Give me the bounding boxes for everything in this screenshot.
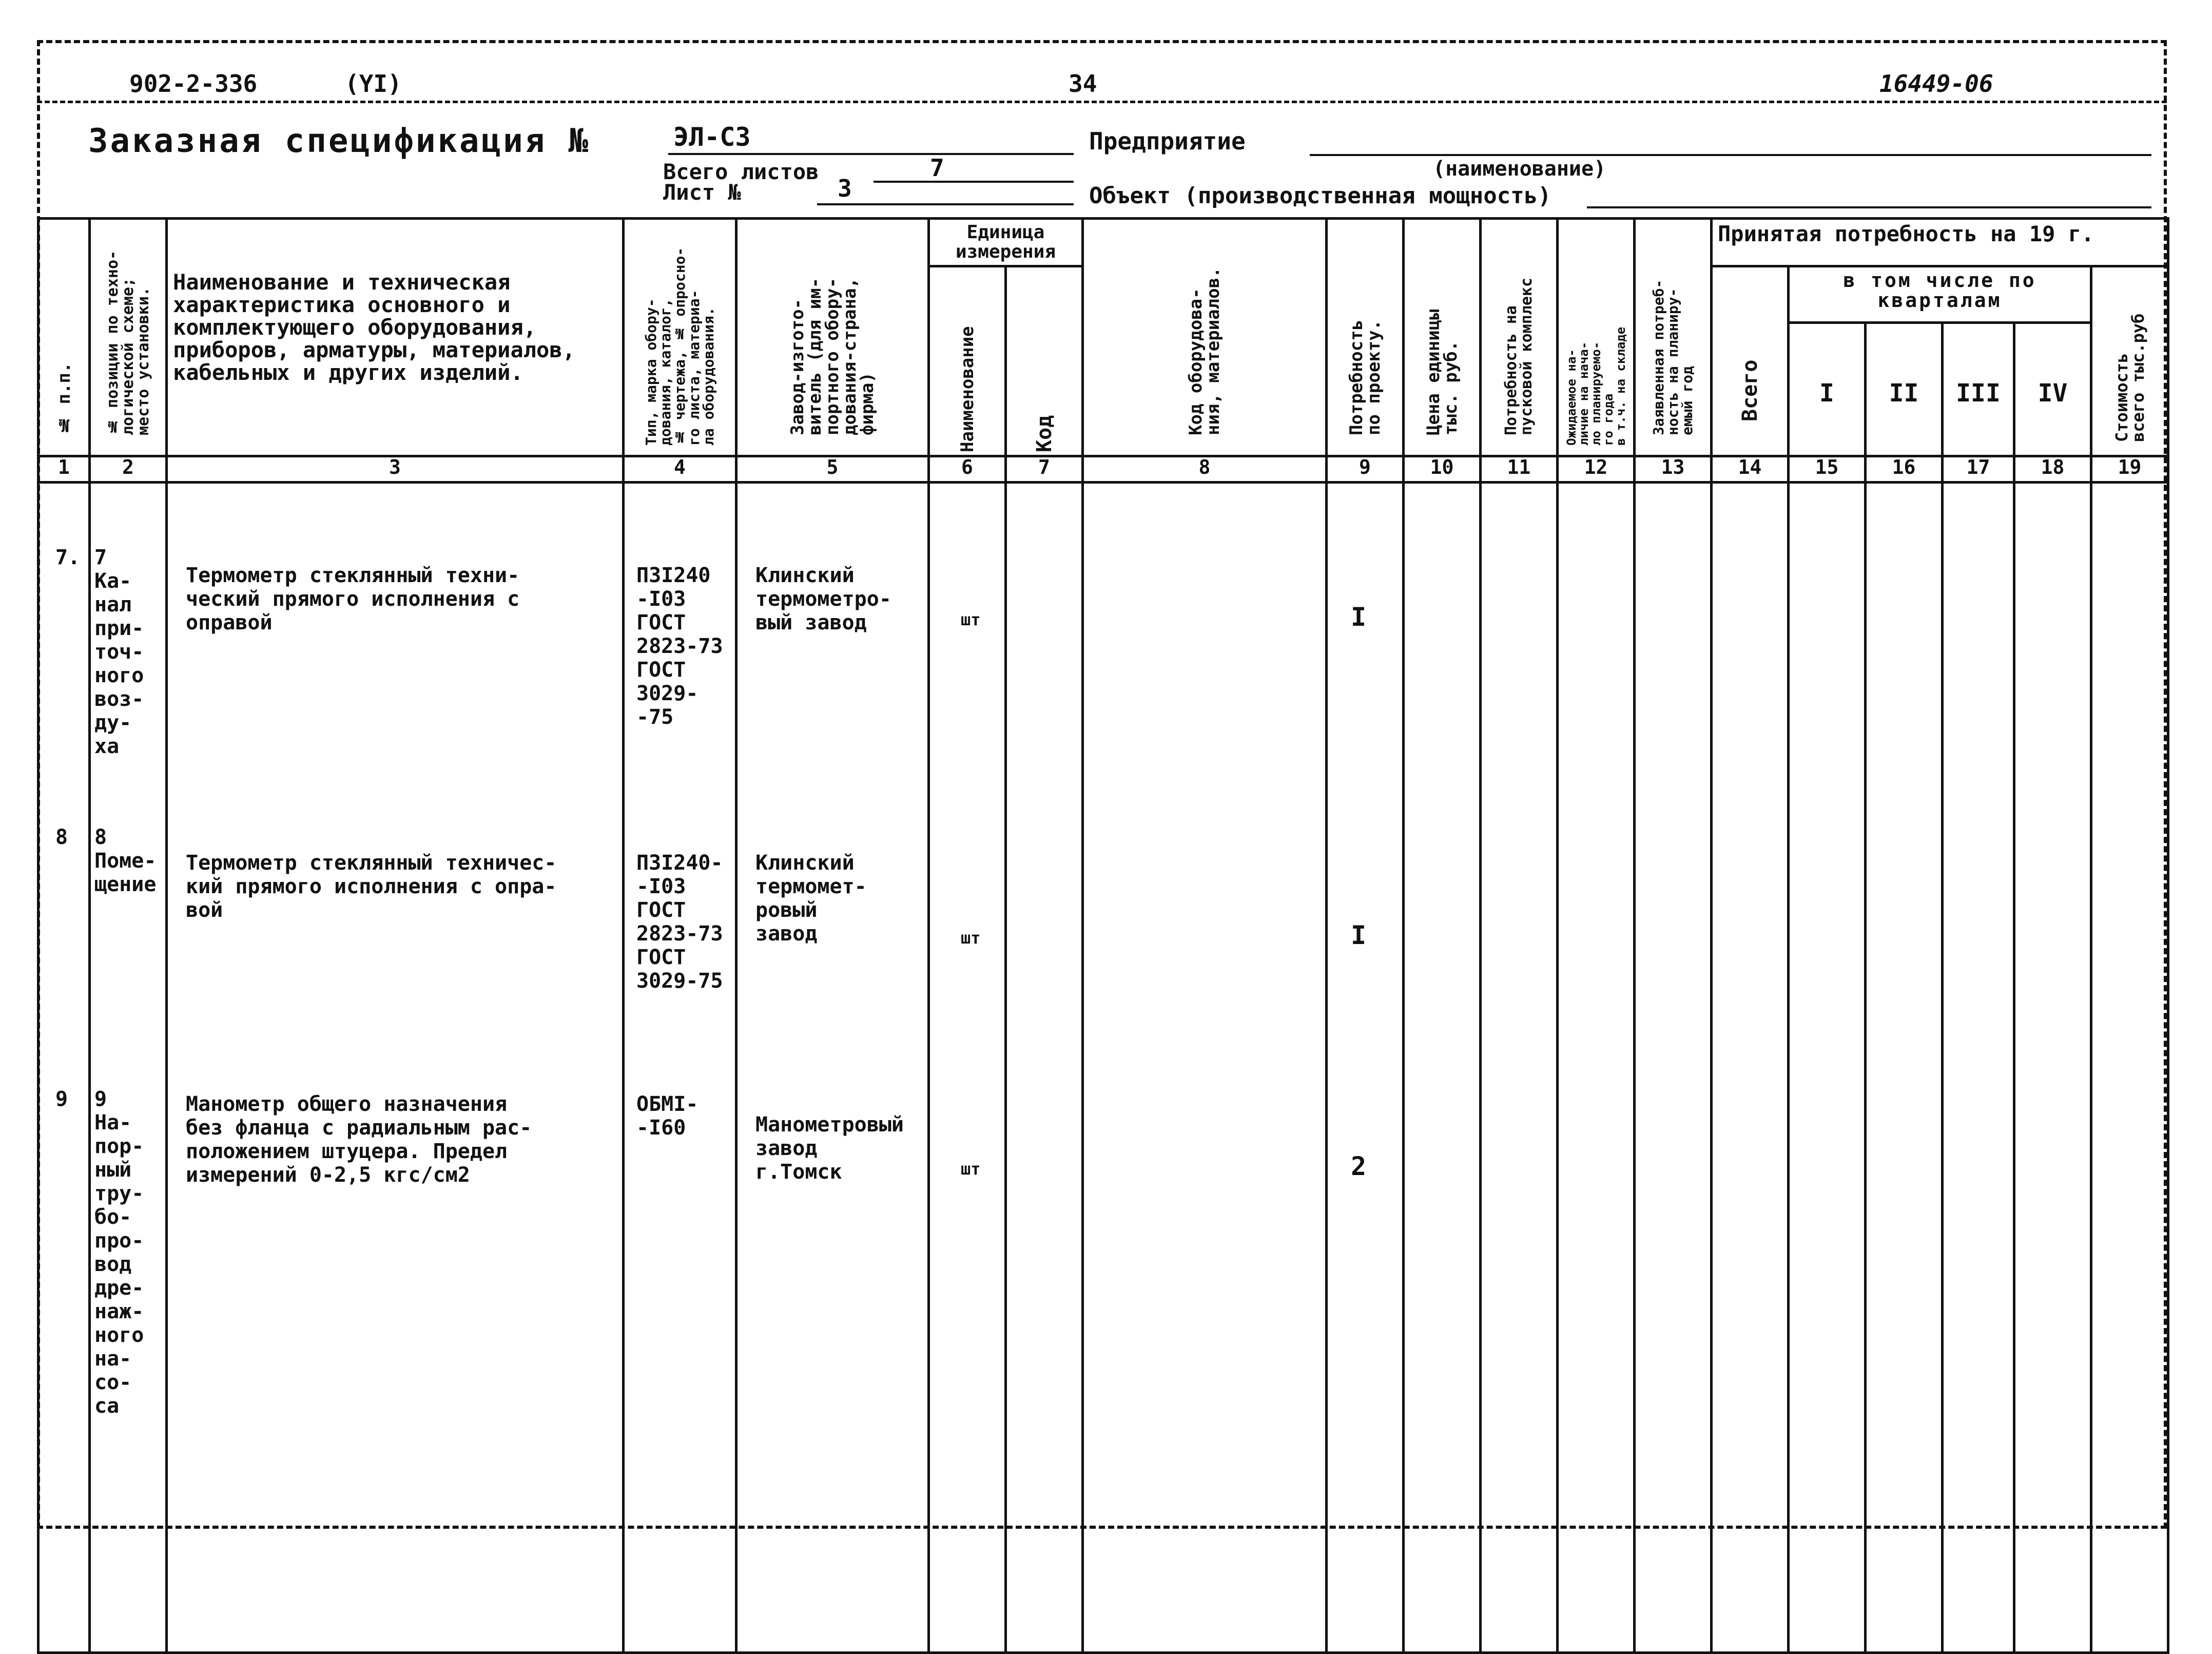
col-header-expected-stock: Ожидаемое на- личие на нача- ло планируемо- го года в т.ч. на складе bbox=[1558, 219, 1635, 456]
sheet-number-underline bbox=[817, 203, 1074, 205]
row-9-maker: Манометровый завод г.Томск bbox=[755, 1113, 904, 1184]
row-8-unit: шт bbox=[961, 928, 981, 948]
sheet-label: Лист № bbox=[663, 180, 741, 205]
col-header-total: Всего bbox=[1712, 266, 1789, 456]
body-col-maker bbox=[736, 482, 929, 1652]
col-header-unit-price: Цена единицы тыс. руб. bbox=[1404, 219, 1481, 456]
row-8-pp: 8 bbox=[55, 825, 68, 849]
row-8-qty: I bbox=[1351, 920, 1367, 950]
registration-number: 16449-06 bbox=[1879, 70, 1993, 98]
enterprise-label: Предприятие bbox=[1089, 127, 1246, 155]
row-9-type: ОБМI- -I60 bbox=[636, 1092, 698, 1140]
col-header-unit-group: Единица измерения bbox=[929, 219, 1083, 266]
col-header-accepted-group: Принятая потребность на 19 г. bbox=[1712, 219, 2168, 266]
row-7-position: 7 Ка- нал при- точ- ного воз- ду- ха bbox=[94, 546, 144, 758]
body-col-unit bbox=[929, 482, 1006, 1652]
doc-code: 902-2-336 bbox=[129, 70, 258, 98]
row-7-qty: I bbox=[1351, 602, 1367, 632]
row-7-name: Термометр стеклянный техни- ческий прямого исполнения с оправой bbox=[186, 564, 520, 634]
row-9-position: 9 На- пор- ный тру- бо- про- вод дре- наж- ного на- со- са bbox=[94, 1087, 144, 1418]
object-underline bbox=[1587, 206, 2151, 208]
col-header-q3: III bbox=[1943, 322, 2014, 456]
col-header-pp: № п.п. bbox=[38, 219, 90, 456]
col-header-quarters-group: в том числе по кварталам bbox=[1789, 266, 2091, 322]
sheets-total-underline bbox=[874, 181, 1074, 183]
row-8-position: 8 Поме- щение bbox=[94, 825, 157, 896]
column-numbers-row: 1 2 3 4 5 6 7 8 9 10 11 12 13 14 15 16 17 18 19 bbox=[38, 456, 2168, 482]
naming-label: (наименование) bbox=[1433, 157, 1606, 181]
body-col-qty bbox=[1327, 482, 1404, 1652]
spec-number: ЭЛ-С3 bbox=[673, 122, 751, 152]
col-header-code-equipment: Код оборудова- ния, материалов. bbox=[1083, 219, 1327, 456]
row-7-type: П3I240 -I03 ГОСТ 2823-73 ГОСТ 3029- -75 bbox=[636, 564, 723, 729]
row-7-pp: 7. bbox=[55, 546, 81, 569]
col-header-position: № позиции по техно- логической схеме; место установки. bbox=[90, 219, 167, 456]
table-body bbox=[38, 482, 2168, 1652]
sheets-total: 7 bbox=[930, 154, 944, 182]
body-col-name bbox=[167, 482, 624, 1652]
col-header-type: Тип, марка обору- дования, каталог, № чертежа, № опросно- го листа, материа- ла оборудования. bbox=[624, 219, 736, 456]
row-8-type: П3I240- -I03 ГОСТ 2823-73 ГОСТ 3029-75 bbox=[636, 851, 723, 993]
specification-sheet bbox=[37, 40, 2167, 1529]
album-number: (YI) bbox=[345, 70, 402, 98]
top-divider bbox=[37, 101, 2167, 103]
col-header-unit-code: Код bbox=[1006, 266, 1083, 456]
body-col-pp bbox=[38, 482, 90, 1652]
page-number: 34 bbox=[1069, 70, 1097, 98]
col-header-q1: I bbox=[1789, 322, 1866, 456]
row-7-maker: Клинский термометро- вый завод bbox=[755, 564, 891, 634]
page-title: Заказная спецификация № bbox=[88, 122, 591, 160]
object-label: Объект (производственная мощность) bbox=[1089, 183, 1551, 209]
spec-number-underline bbox=[668, 153, 1074, 155]
row-8-name: Термометр стеклянный техничес- кий прямого исполнения с опра- вой bbox=[186, 851, 557, 922]
col-header-q4: IV bbox=[2014, 322, 2091, 456]
row-8-maker: Клинский термомет- ровый завод bbox=[755, 851, 867, 946]
row-9-qty: 2 bbox=[1351, 1151, 1367, 1181]
col-header-name: Наименование и техническая характеристика основного и комплектующего оборудования, приборов, арматуры, материалов, кабельных и других изделий. bbox=[167, 219, 624, 456]
enterprise-underline bbox=[1310, 154, 2151, 156]
sheet-number: 3 bbox=[838, 175, 852, 202]
col-header-unit-name: Наименование bbox=[929, 266, 1006, 456]
col-header-cost-total: Стоимость всего тыс.руб bbox=[2091, 266, 2168, 456]
col-header-maker: Завод-изгото- витель (для им- портного обору- дования-страна, фирма) bbox=[736, 219, 929, 456]
col-header-need-project: Потребность по проекту. bbox=[1327, 219, 1404, 456]
row-7-unit: шт bbox=[961, 610, 981, 629]
col-header-declared-need: Заявленная потреб- ность на планиру- емый год bbox=[1635, 219, 1712, 456]
row-9-pp: 9 bbox=[55, 1087, 68, 1111]
col-header-startup-need: Потребность на пусковой комплекс bbox=[1481, 219, 1558, 456]
col-header-q2: II bbox=[1866, 322, 1943, 456]
row-9-unit: шт bbox=[961, 1159, 981, 1179]
specification-table bbox=[37, 217, 2169, 1654]
row-9-name: Манометр общего назначения без фланца с радиальным рас- положением штуцера. Предел измерений 0-2,5 кгс/см2 bbox=[186, 1092, 532, 1187]
sheets-total-label: Всего листов bbox=[663, 159, 819, 184]
